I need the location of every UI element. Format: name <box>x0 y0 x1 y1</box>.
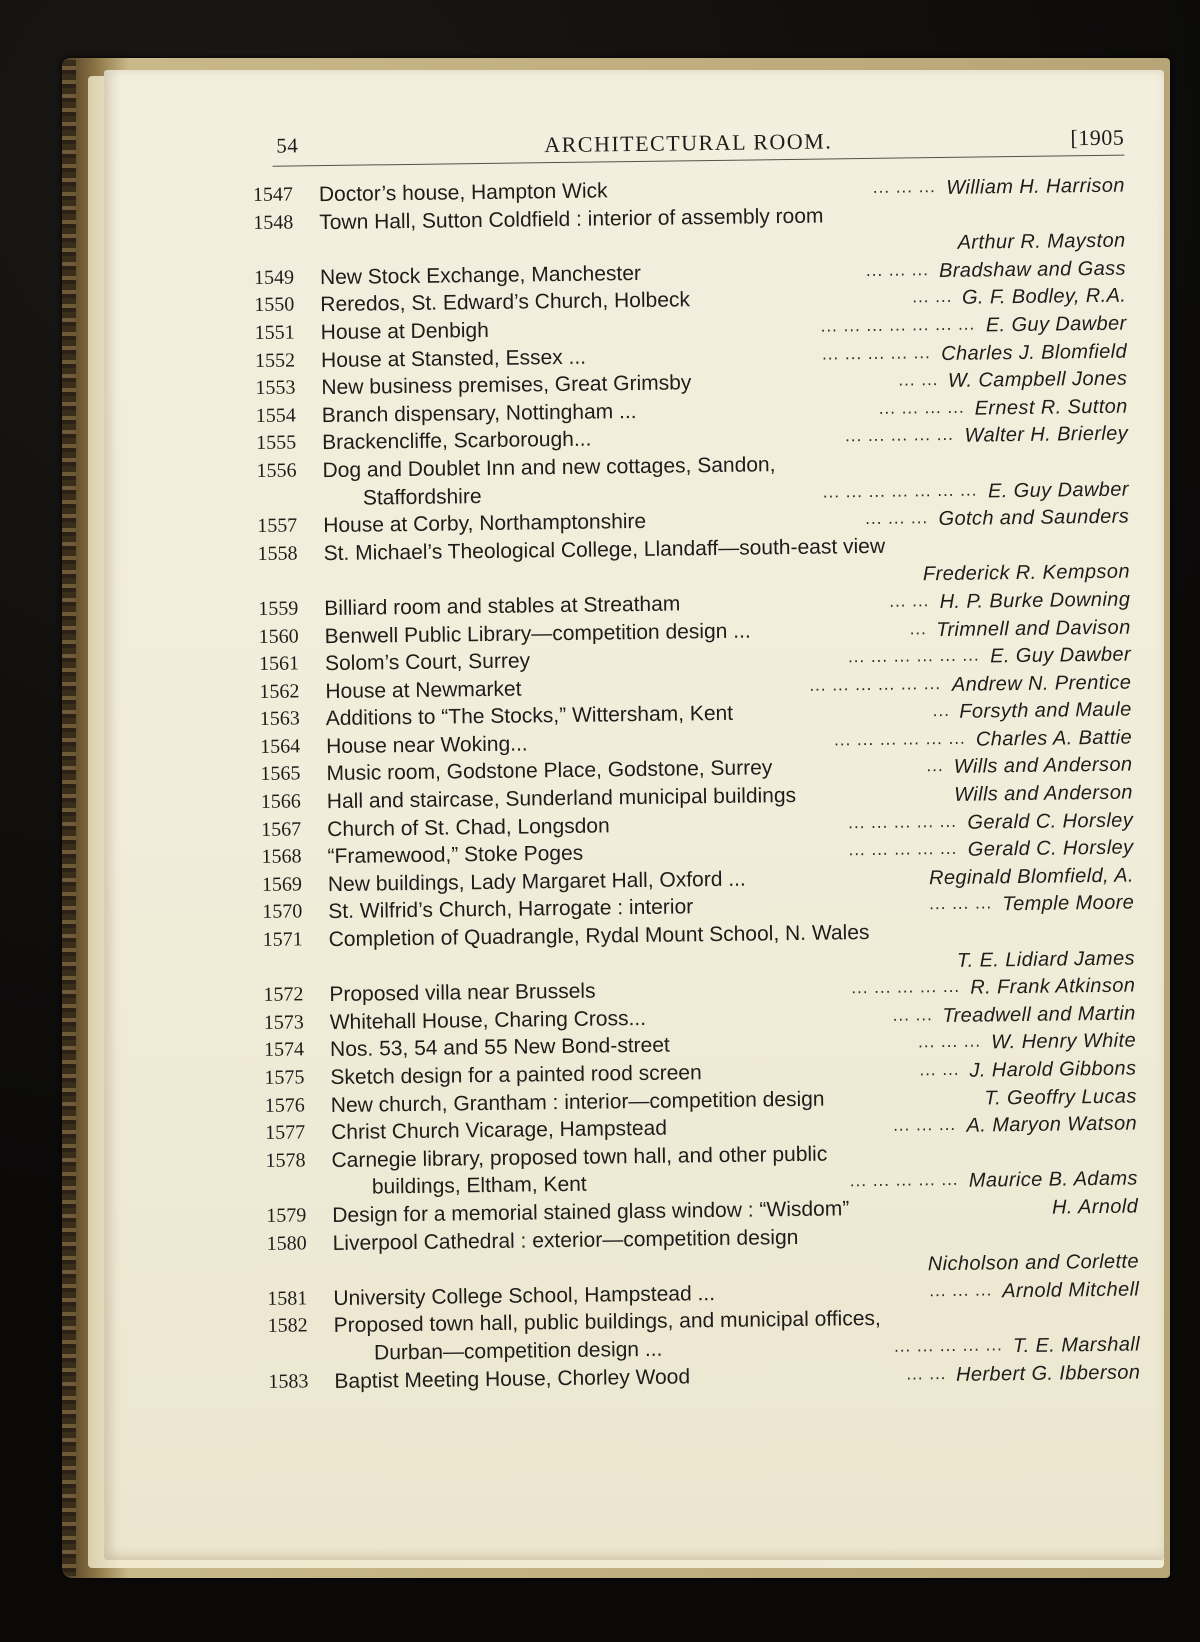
entry-number: 1577 <box>265 1121 306 1145</box>
entry-number: 1576 <box>264 1093 305 1117</box>
entry-author: Maurice B. Adams <box>968 1167 1139 1193</box>
leader-dots: ... ... <box>912 287 953 307</box>
leader-dots: ... ... ... ... ... <box>848 811 958 832</box>
entry-title: St. Michael’s Theological College, Llandaff—south-east view <box>323 534 886 565</box>
entry-author: E. Guy Dawber <box>990 643 1132 668</box>
entry-title: Hall and staircase, Sunderland municipal buildings <box>326 783 797 814</box>
entry-number: 1567 <box>261 818 302 841</box>
leader-dots: ... <box>926 756 944 776</box>
entry-title: Reredos, St. Edward’s Church, Holbeck <box>320 288 691 317</box>
leader-dots: ... ... ... <box>929 1280 993 1300</box>
entry-title: Design for a memorial stained glass window : “Wisdom” <box>332 1197 850 1228</box>
entry-title: Durban—competition design ... <box>373 1337 663 1365</box>
entry-number: 1562 <box>259 680 300 703</box>
entry-author: T. Geoffry Lucas <box>984 1085 1137 1110</box>
entry-title: Brackencliffe, Scarborough... <box>322 427 592 455</box>
entry-title: Proposed villa near Brussels <box>329 979 596 1007</box>
leader-dots: ... ... ... <box>865 259 930 280</box>
entry-author: A. Maryon Watson <box>966 1112 1138 1137</box>
catalogue-year: [1905 <box>1070 124 1125 151</box>
entry-author: Bradshaw and Gass <box>938 257 1127 282</box>
entry-title: Proposed town hall, public buildings, and municipal offices, <box>333 1307 881 1338</box>
entry-title: Staffordshire <box>362 484 482 510</box>
entry-title: Additions to “The Stocks,” Wittersham, Kent <box>325 702 734 731</box>
entry-number: 1564 <box>259 735 301 758</box>
entry-title: Sketch design for a painted rood screen <box>330 1061 702 1090</box>
entry-title: “Framewood,” Stoke Poges <box>327 841 584 869</box>
entry-number: 1560 <box>258 624 299 648</box>
entry-author: Walter H. Brierley <box>964 422 1129 448</box>
entry-title: Benwell Public Library—competition design ... <box>324 619 751 648</box>
entry-author: Trimnell and Davison <box>936 616 1131 641</box>
entry-author: R. Frank Atkinson <box>970 974 1136 999</box>
leader-dots: ... ... ... <box>865 508 929 529</box>
leader-dots: ... ... <box>889 591 930 611</box>
entry-author: Nicholson and Corlette <box>927 1250 1140 1276</box>
entry-title: New Stock Exchange, Manchester <box>319 261 642 289</box>
leader-dots: ... ... ... ... <box>878 397 965 418</box>
entry-author: Charles A. Battie <box>975 726 1133 751</box>
leader-dots: ... ... ... ... ... ... <box>833 728 966 750</box>
leader-dots: ... ... ... ... ... <box>848 839 958 860</box>
entry-title: Carnegie library, proposed town hall, and other public <box>331 1142 828 1172</box>
entry-author: Temple Moore <box>1002 891 1135 916</box>
page-number: 54 <box>276 133 299 158</box>
leader-dots: ... ... ... ... ... ... <box>809 673 942 695</box>
entry-author: Forsyth and Maule <box>959 698 1132 724</box>
leader-dots: ... ... <box>892 1004 933 1025</box>
entry-author: Frederick R. Kempson <box>922 560 1131 586</box>
leader-dots: ... ... <box>906 1363 947 1384</box>
entry-title: House at Stansted, Essex ... <box>320 345 587 372</box>
entry-author: Charles J. Blomfield <box>941 340 1128 365</box>
entry-author: E. Guy Dawber <box>987 478 1129 502</box>
entry-title: Doctor’s house, Hampton Wick <box>318 179 608 207</box>
entry-title: House at Denbigh <box>320 318 489 345</box>
entry-title: Music room, Godstone Place, Godstone, Surrey <box>326 756 773 786</box>
entry-title: University College School, Hampstead ... <box>333 1281 716 1310</box>
entry-author: Gerald C. Horsley <box>967 809 1134 834</box>
entry-title: Dog and Doublet Inn and new cottages, Sandon, <box>322 453 776 483</box>
leader-dots: ... ... <box>898 370 939 390</box>
leader-dots: ... ... <box>919 1059 960 1080</box>
entry-title: buildings, Eltham, Kent <box>371 1173 587 1199</box>
leader-dots: ... ... ... <box>893 1115 957 1135</box>
entry-number: 1580 <box>266 1231 307 1255</box>
entry-title: Completion of Quadrangle, Rydal Mount School, N. Wales <box>328 921 870 952</box>
book-spine <box>62 60 76 1576</box>
entry-title: New church, Grantham : interior—competition design <box>330 1087 825 1117</box>
leader-dots: ... <box>932 701 951 721</box>
entry-number: 1566 <box>260 790 301 814</box>
leader-dots: ... ... ... ... ... ... <box>847 645 980 667</box>
entry-author: Andrew N. Prentice <box>951 671 1132 696</box>
entry-number: 1565 <box>260 762 301 786</box>
entry-author: Herbert G. Ibberson <box>955 1361 1141 1386</box>
entry-number: 1578 <box>265 1149 306 1172</box>
leader-dots: ... ... ... ... ... <box>849 1170 959 1191</box>
entry-number: 1570 <box>262 900 303 924</box>
leader-dots: ... ... ... ... ... <box>851 977 961 998</box>
entry-author: G. F. Bodley, R.A. <box>961 284 1127 310</box>
entry-number: 1549 <box>253 266 295 289</box>
entry-number: 1569 <box>261 873 303 896</box>
entry-title: Billiard room and stables at Streatham <box>324 592 681 620</box>
entry-author: H. Arnold <box>1051 1195 1139 1219</box>
entry-title: Church of St. Chad, Longsdon <box>327 814 610 841</box>
leader-dots: ... ... ... ... ... <box>844 425 954 446</box>
entry-title: Nos. 53, 54 and 55 New Bond-street <box>329 1034 670 1062</box>
entry-number: 1551 <box>254 321 295 344</box>
entry-author: Ernest R. Sutton <box>974 395 1128 420</box>
entry-number: 1557 <box>257 514 298 538</box>
entry-number: 1574 <box>263 1038 305 1062</box>
entry-number: 1573 <box>263 1011 304 1034</box>
entry-number: 1548 <box>253 211 294 234</box>
leader-dots: ... ... ... <box>929 893 993 914</box>
entry-author: William H. Harrison <box>946 174 1125 199</box>
entry-title: Christ Church Vicarage, Hampstead <box>331 1116 668 1145</box>
entry-title: House at Newmarket <box>325 677 522 703</box>
entry-number: 1555 <box>256 431 297 455</box>
entry-title: St. Wilfrid’s Church, Harrogate : interior <box>328 895 694 924</box>
entry-number: 1563 <box>259 707 300 731</box>
entry-author: Treadwell and Martin <box>942 1002 1136 1027</box>
entry-number: 1558 <box>257 542 298 565</box>
entry-author: Wills and Anderson <box>953 753 1133 779</box>
entry-number: 1550 <box>254 293 295 317</box>
entry-author: Arnold Mitchell <box>1001 1278 1140 1303</box>
entry-number: 1561 <box>258 652 300 676</box>
entry-number: 1582 <box>267 1314 308 1338</box>
entry-number: 1568 <box>261 845 302 869</box>
entry-title: Baptist Meeting House, Chorley Wood <box>334 1364 691 1393</box>
running-title: ARCHITECTURAL ROOM. <box>544 128 833 158</box>
entry-title: New buildings, Lady Margaret Hall, Oxford ... <box>327 867 746 896</box>
entry-number: 1572 <box>263 983 304 1007</box>
entry-number: 1553 <box>255 376 296 400</box>
entry-author: J. Harold Gibbons <box>969 1057 1137 1082</box>
leader-dots: ... ... ... ... ... ... ... <box>822 480 978 502</box>
entry-number: 1575 <box>264 1066 305 1089</box>
entry-author: T. E. Lidiard James <box>956 947 1136 972</box>
entry-title: Liverpool Cathedral : exterior—competition design <box>332 1225 799 1255</box>
entry-author: W. Henry White <box>991 1029 1137 1054</box>
catalogue-entries <box>253 171 1141 1396</box>
entry-number: 1556 <box>256 459 297 482</box>
entry-number: 1554 <box>255 404 296 427</box>
entry-number: 1581 <box>267 1287 308 1310</box>
entry-title: Branch dispensary, Nottingham ... <box>321 399 637 427</box>
entry-title: House near Woking... <box>325 732 528 758</box>
entry-number: 1547 <box>252 183 294 206</box>
leader-dots: ... ... ... ... ... <box>893 1335 1003 1356</box>
entry-author: Reginald Blomfield, A. <box>928 864 1135 890</box>
entry-title: Town Hall, Sutton Coldfield : interior of assembly room <box>319 204 824 234</box>
entry-author: W. Campbell Jones <box>947 367 1128 393</box>
entry-author: Wills and Anderson <box>954 781 1133 806</box>
leader-dots: ... ... ... ... ... ... ... <box>820 314 976 336</box>
page-header <box>252 115 1125 176</box>
entry-author: E. Guy Dawber <box>985 312 1127 337</box>
entry-author: T. E. Marshall <box>1012 1333 1141 1358</box>
page-content <box>252 115 1141 1456</box>
entry-title: Whitehall House, Charing Cross... <box>329 1006 647 1034</box>
leader-dots: ... ... ... <box>917 1031 982 1052</box>
entry-number: 1552 <box>254 349 296 372</box>
entry-author: Gotch and Saunders <box>938 505 1130 531</box>
leader-dots: ... <box>909 618 927 638</box>
leader-dots: ... ... ... <box>872 177 936 197</box>
entry-number: 1571 <box>262 928 303 951</box>
leader-dots: ... ... ... ... ... <box>821 342 931 364</box>
entry-number: 1583 <box>268 1369 309 1393</box>
entry-author: Arthur R. Mayston <box>957 229 1126 254</box>
entry-author: H. P. Burke Downing <box>939 588 1131 613</box>
entry-title: House at Corby, Northamptonshire <box>323 510 647 538</box>
entry-title: New business premises, Great Grimsby <box>321 371 692 400</box>
entry-number: 1559 <box>258 597 299 620</box>
entry-author: Gerald C. Horsley <box>967 836 1134 861</box>
entry-title: Solom’s Court, Surrey <box>324 649 531 676</box>
entry-number: 1579 <box>266 1204 307 1227</box>
